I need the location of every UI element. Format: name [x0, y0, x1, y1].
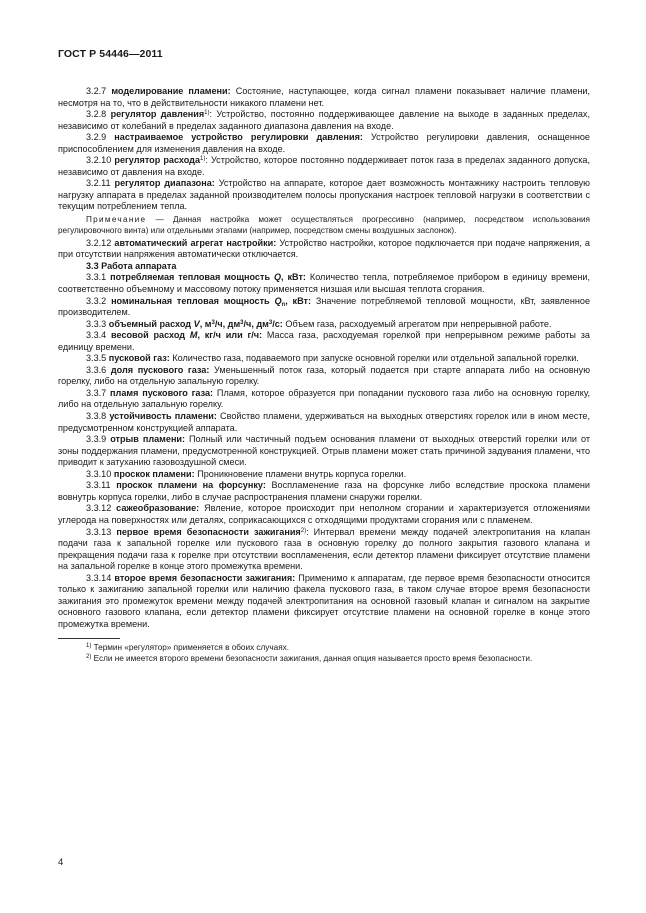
definition-3-3-2: 3.3.2 номинальная тепловая мощность $Q_n$, кВт: Значение потребляемой тепловой мощности, кВт, заявленное производителем. [58, 295, 591, 318]
definition-3-3-4: 3.3.4 весовой расход M, кг/ч или г/ч: Масса газа, расходуемая горелкой при непрерывном режиме работы за единицу времени. [58, 330, 590, 352]
definition-3-3-8: 3.3.8 устойчивость пламени: Свойство пламени, удерживаться на выходных отверстиях горелок или в ином месте, предусмотренном конструкцией аппарата. [58, 411, 590, 433]
definition-3-2-11: 3.2.11 регулятор диапазона: Устройство на аппарате, которое дает возможность монтажнику настроить тепловую нагрузку аппарата в пределах заданной производителем полосы пропускания настроек тепловой нагрузки в соответствии с текущим потреблением тепла. [58, 178, 590, 212]
definition-3-3-10: 3.3.10 проскок пламени: Проникновение пламени внутрь корпуса горелки. [86, 468, 407, 479]
definition-3-3-13: 3.3.13 первое время безопасности зажигания$^{2)}$: Интервал времени между подачей электропитания на клапан подачи газа к запальной горелке или пускового газа в основную горелку до полного закрытия газового клапана и прекращения подачи газа к горелке при отсутствии воспламенения, если детектор пламени фиксирует отсутствие пламени на запальной горелке в конце этого промежутка времени. [58, 526, 590, 572]
definition-3-2-10: 3.2.10 регулятор расхода$^{1)}$: Устройство, которое постоянно поддерживает поток газа в пределах заданного допуска, независимо от давления на входе. [58, 155, 590, 177]
definition-3-2-12: 3.2.12 автоматический агрегат настройки: Устройство настройки, которое подключается при подаче напряжения, а при отсутствии напряжения автоматически отключается. [58, 237, 590, 260]
definition-3-3-6: 3.3.6 доля пускового газа: Уменьшенный поток газа, который подается при старте аппарата либо на основную горелку, либо на отдельную запальную горелку. [58, 364, 591, 387]
document-page [58, 48, 590, 664]
definition-3-3-5: 3.3.5 пусковой газ: Количество газа, подаваемого при запуске основной горелки или отдельной запальной горелки. [86, 353, 579, 364]
footnote-1: $^{1)}$ Термин «регулятор» применяется в обоих случаях. [86, 643, 290, 653]
definition-3-3-12: 3.3.12 сажеобразование: Явление, которое происходит при неполном сгорании и характеризуется отложениями углерода на поверхностях или деталях, соприкасающихся с отходящими продуктами сгорания или с пламенем. [58, 503, 590, 525]
note: Примечание — Данная настройка может осуществляться прогрессивно (например, посредством использования регулировочного винта) или отдельными этапами (например, посредством смены воздушных заслонок). [58, 215, 590, 236]
definition-3-3-3: 3.3.3 объемный расход V, $м^3/ч$, $дм^3/ч$, $дм^3/с$: Объем газа, расходуемый агрегатом при непрерывной работе. [86, 318, 552, 329]
footnote-divider [58, 638, 120, 639]
definition-3-3-11: 3.3.11 проскок пламени на форсунку: Воспламенение газа на форсунке либо вследствие проскока пламени вовнутрь корпуса горелки, либо в случае распространения пламени снаружи горелки. [58, 480, 591, 502]
definition-3-2-8: 3.2.8 регулятор давления$^{1)}$: Устройство, постоянно поддерживающее давление на выходе в заданных пределах, независимо от колебаний в пределах заданного диапазона давления на входе. [58, 109, 590, 131]
definition-3-3-1: 3.3.1 потребляемая тепловая мощность Q, кВт: Количество тепла, потребляемое прибором в единицу времени, соответственно объемному и массовому потоку применяется низшая или высшая теплота сгорания. [58, 272, 591, 295]
definition-3-3-9: 3.3.9 отрыв пламени: Полный или частичный подъем основания пламени от выходных отверстий горелки или от зоны поддержания пламени, предусмотренной конструкцией. Отрыв пламени может стать причиной задувания пламени, что приводит к затуханию газовоздушной смеси. [58, 434, 590, 468]
section-heading-3-3: 3.3 Работа аппарата [86, 260, 177, 271]
footnote-2: $^{2)}$ Если не имеется второго времени безопасности зажигания, данная опция называется просто время безопасности. [86, 654, 533, 664]
document-header: ГОСТ Р 54446—2011 [58, 48, 163, 60]
definition-3-3-14: 3.3.14 второе время безопасности зажигания: Применимо к аппаратам, где первое время безопасности относится только к зажиганию запальной горелки или наличию факела пускового газа, в таком случае второе время безопасности зажигания это промежуток времени между подачей электропитания на основной газовый клапан и сигналом на закрытие основного газового клапана, если детектор пламени фиксирует отсутствие пламени на основной горелке в конце этого промежутка времени. [58, 572, 591, 629]
definition-3-2-7: 3.2.7 моделирование пламени: Состояние, наступающее, когда сигнал пламени показывает наличие пламени, несмотря на то, что в действительности никакого пламени нет. [58, 86, 591, 108]
definition-3-2-9: 3.2.9 настраиваемое устройство регулировки давления: Устройство регулировки давления, оснащенное приспособлением для изменения давления на входе. [58, 132, 590, 154]
definition-3-3-7: 3.3.7 пламя пускового газа: Пламя, которое образуется при попадании пускового газа либо на основную горелку, либо на отдельную запальную горелку. [58, 387, 590, 410]
page-number: 4 [58, 857, 64, 868]
